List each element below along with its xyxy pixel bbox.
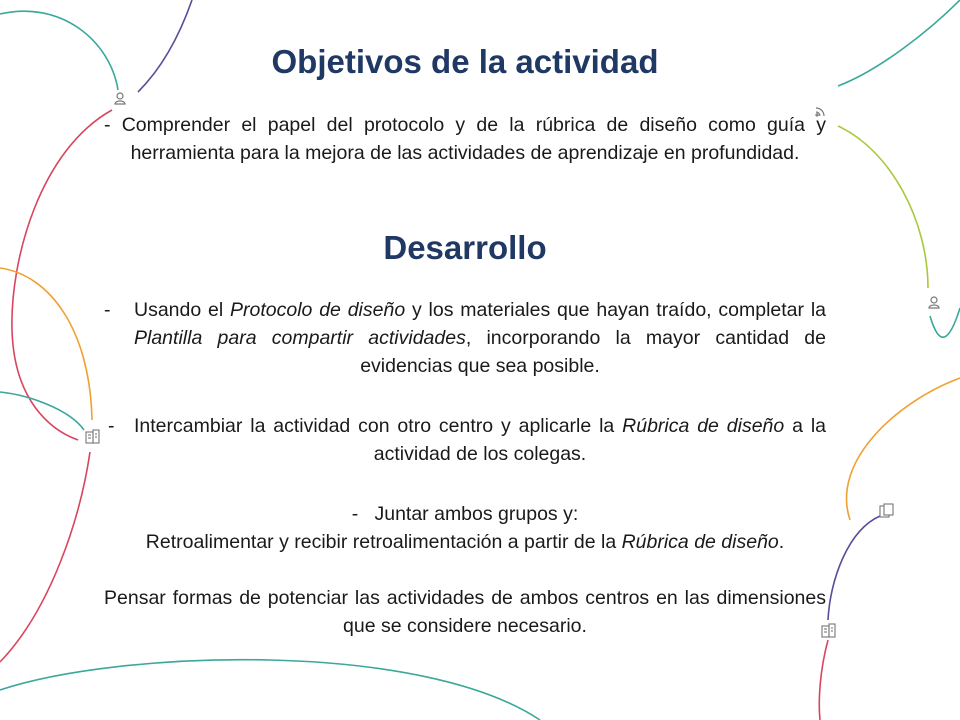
curve-teal-bottom bbox=[0, 660, 540, 720]
curve-teal-right bbox=[930, 308, 960, 337]
curve-green-right bbox=[838, 126, 928, 288]
curve-teal-left bbox=[0, 392, 84, 430]
rubrica-italic: Rúbrica de diseño bbox=[621, 531, 779, 553]
retro-text-part: Retroalimentar y recibir retroalimentación a partir de la bbox=[145, 531, 622, 553]
protocolo-italic: Protocolo de diseño bbox=[230, 299, 406, 321]
objetivos-text: - Comprender el papel del protocolo y de la rúbrica de diseño como guía y herramienta para la mejora de las actividades de aprendizaje en profundidad. bbox=[104, 114, 826, 164]
bullet-dash: - bbox=[104, 299, 111, 321]
rubrica-italic: Rúbrica de diseño bbox=[622, 415, 785, 437]
pensar-text: Pensar formas de potenciar las actividades de ambos centros en las dimensiones que se considere necesario. bbox=[104, 587, 826, 637]
desarrollo-item-1-text bbox=[134, 296, 826, 380]
curve-red-left bbox=[12, 110, 112, 440]
curve-red-bottom-right bbox=[819, 640, 828, 720]
desarrollo-title: Desarrollo bbox=[383, 229, 547, 266]
curve-teal-top-right bbox=[838, 0, 960, 86]
bullet-dash: - bbox=[351, 503, 359, 525]
user-icon bbox=[929, 297, 939, 308]
bullet-dash: - bbox=[108, 415, 115, 437]
item-1-text-part: y los materiales que hayan traído, completar la bbox=[405, 299, 826, 321]
document-icon bbox=[880, 504, 893, 517]
retroalimentar-text bbox=[104, 528, 826, 556]
desarrollo-item-3 bbox=[104, 500, 826, 528]
objetivos-title: Objetivos de la actividad bbox=[271, 43, 659, 80]
desarrollo-item-1 bbox=[104, 296, 826, 380]
curve-orange-right bbox=[847, 378, 960, 520]
desarrollo-item-2-text bbox=[134, 412, 826, 468]
curve-purple-right bbox=[828, 516, 880, 620]
user-icon bbox=[115, 93, 125, 104]
item-2-text-part: Intercambiar la actividad con otro centro y aplicarle la bbox=[134, 415, 623, 437]
desarrollo-item-3-text: Juntar ambos grupos y: bbox=[374, 503, 579, 525]
item-1-text-part: , incorporando la mayor cantidad de evidencias que sea posible. bbox=[360, 327, 826, 377]
building-icon bbox=[86, 430, 99, 443]
item-1-text-part: Usando el bbox=[134, 299, 231, 321]
retro-text-part: . bbox=[778, 531, 785, 553]
curve-red-bottom-left bbox=[0, 452, 90, 662]
plantilla-italic: Plantilla para compartir actividades bbox=[134, 327, 466, 349]
item-2-text-part: a la actividad de los colegas. bbox=[373, 415, 826, 465]
desarrollo-item-2 bbox=[104, 412, 826, 468]
